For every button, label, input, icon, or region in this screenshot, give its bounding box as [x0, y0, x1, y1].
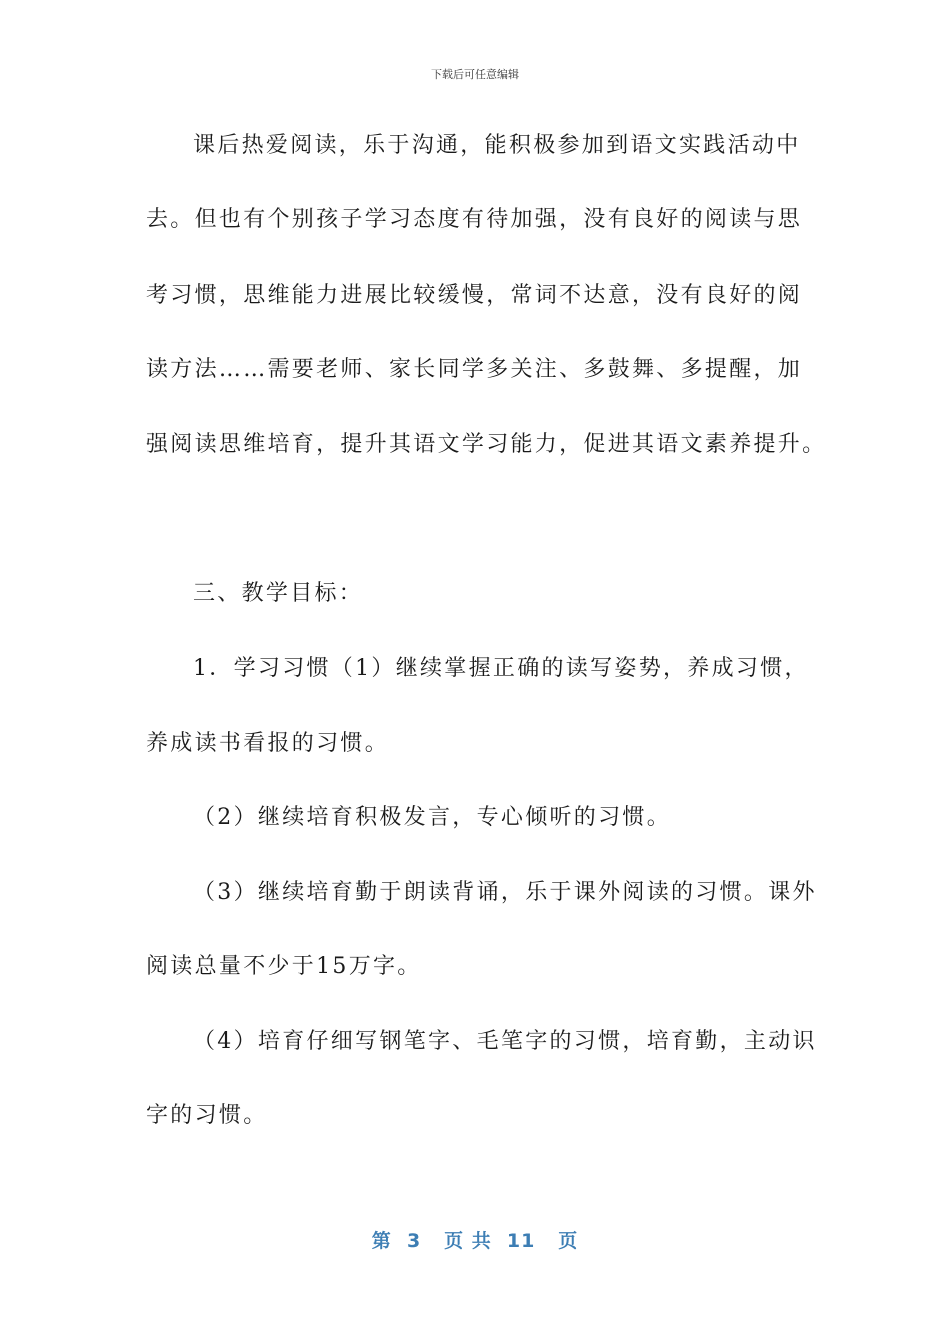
header-note: 下载后可任意编辑: [431, 68, 519, 81]
list-item-line: 字的习惯。: [146, 1103, 268, 1128]
paragraph-line: 去。但也有个别孩子学习态度有待加强，没有良好的阅读与思: [146, 207, 803, 232]
paragraph-line: 考习惯，思维能力进展比较缓慢，常词不达意，没有良好的阅: [146, 283, 803, 308]
list-item-line: 阅读总量不少于15万字。: [146, 954, 422, 979]
list-item-line: 1．学习习惯（1）继续掌握正确的读写姿势，养成习惯，: [193, 656, 809, 681]
paragraph-line: 读方法……需要老师、家长同学多关注、多鼓舞、多提醒，加: [146, 357, 803, 382]
list-item-line: 养成读书看报的习惯。: [146, 731, 390, 756]
paragraph-line: 课后热爱阅读，乐于沟通，能积极参加到语文实践活动中: [193, 133, 801, 158]
list-item-line: （4）培育仔细写钢笔字、毛笔字的习惯，培育勤，主动识: [193, 1029, 817, 1054]
page-number-footer: 第 3 页 共 11 页: [371, 1230, 579, 1252]
section-heading: 三、教学目标：: [193, 581, 364, 606]
list-item-line: （2）继续培育积极发言，专心倾听的习惯。: [193, 805, 671, 830]
list-item-line: （3）继续培育勤于朗读背诵，乐于课外阅读的习惯。课外: [193, 880, 817, 905]
paragraph-line: 强阅读思维培育，提升其语文学习能力，促进其语文素养提升。: [146, 432, 827, 457]
